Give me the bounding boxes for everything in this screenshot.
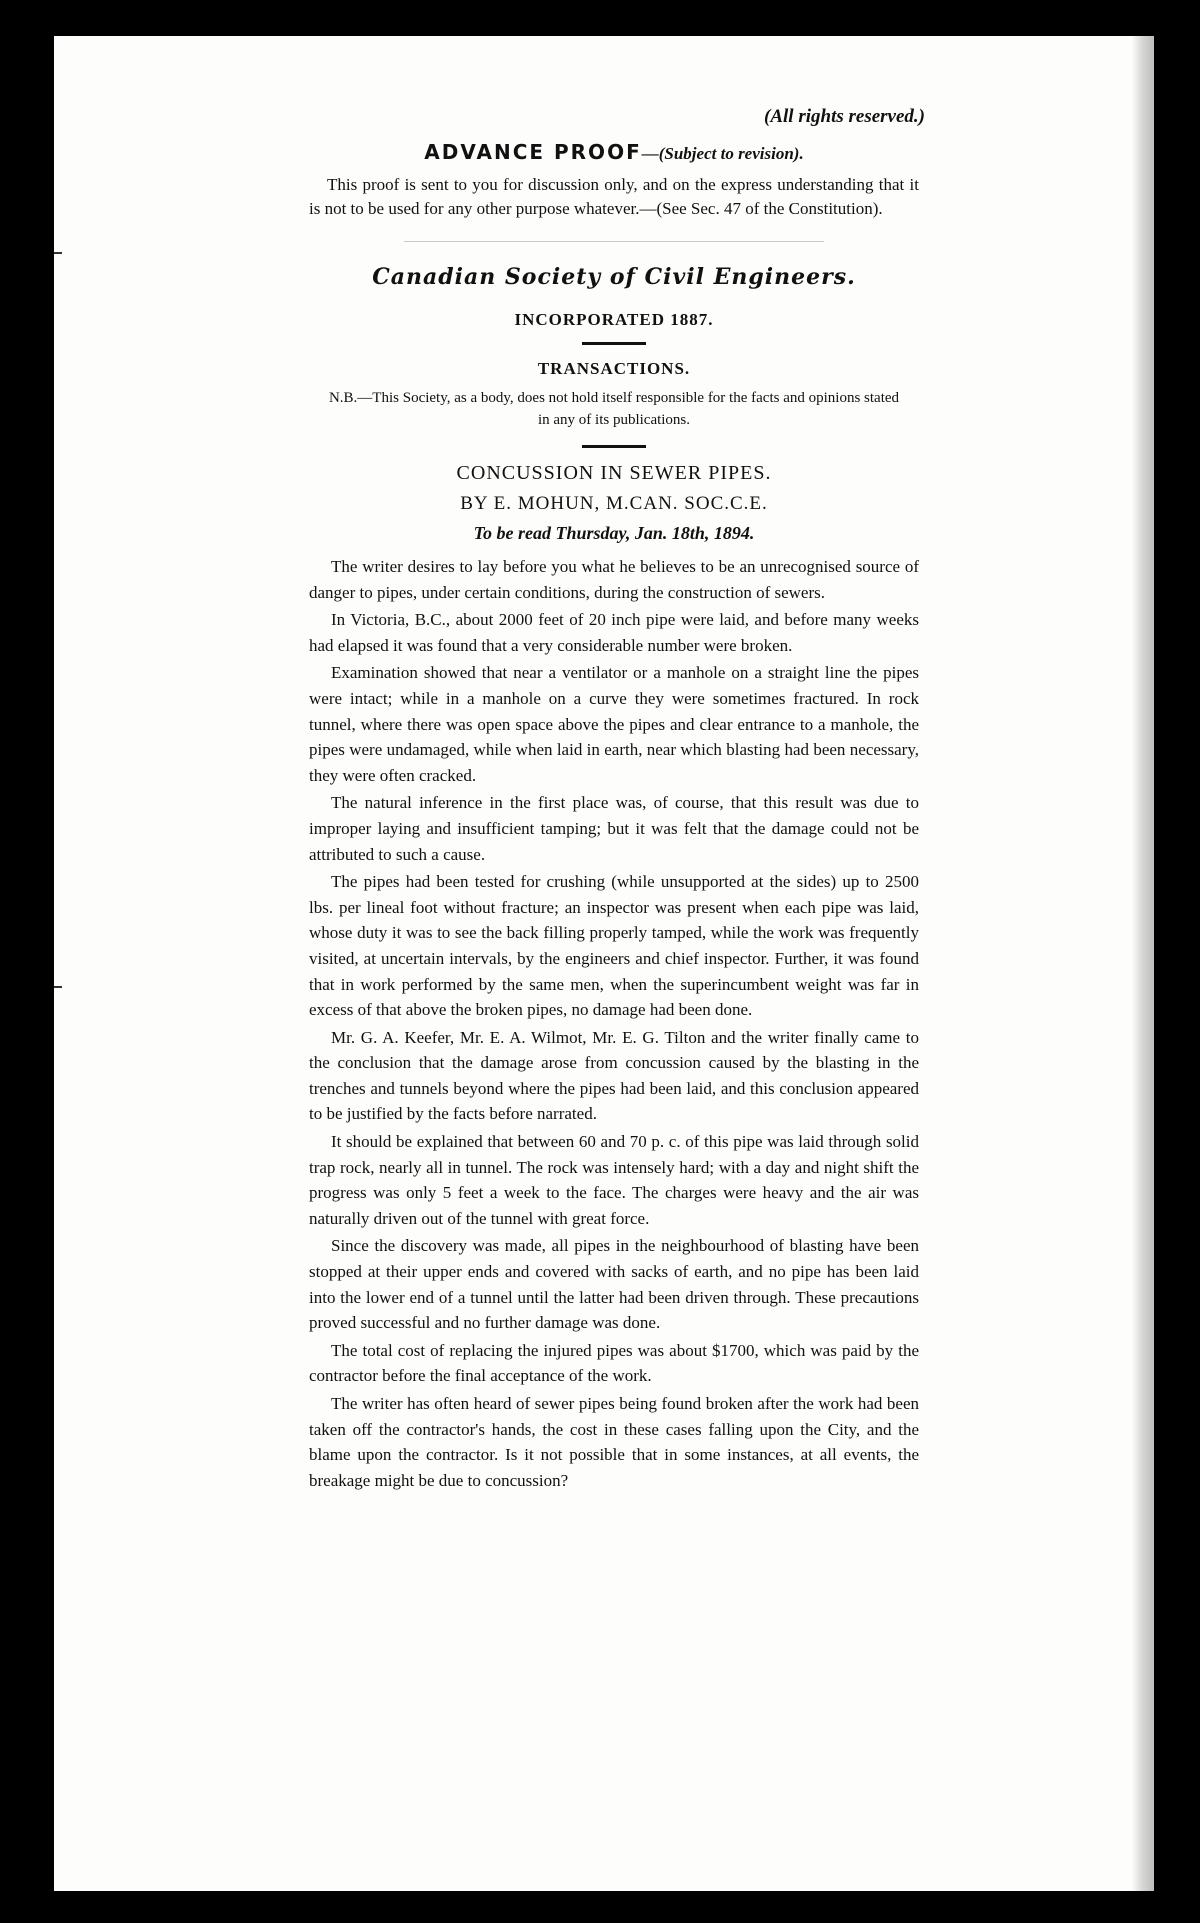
margin-mark	[54, 252, 62, 254]
society-name: Canadian Society of Civil Engineers.	[372, 264, 856, 290]
disclaimer: N.B.—This Society, as a body, does not hold itself responsible for the facts and opinions stated in any of its publications.	[328, 390, 900, 428]
body-paragraph: The writer desires to lay before you what he believes to be an unrecognised source of danger to pipes, under certain conditions, during the construction of sewers.	[309, 557, 919, 602]
body-paragraph: Examination showed that near a ventilator or a manhole on a straight line the pipes were intact; while in a manhole on a curve they were sometimes fractured. In rock tunnel, where there was open space above the pipes and clear entrance to a manhole, the pipes were undamaged, while when laid in earth, near which blasting had been necessary, they were often cracked.	[309, 663, 919, 785]
advance-proof-heading	[309, 140, 919, 165]
proof-notice: This proof is sent to you for discussion only, and on the express understanding that it is not to be used for any other purpose whatever.—(See Sec. 47 of the Constitution).	[309, 175, 919, 218]
proof-subtitle: —(Subject to revision).	[641, 144, 804, 163]
section-heading: TRANSACTIONS.	[537, 359, 691, 378]
page-edge-shadow	[1132, 36, 1154, 1891]
document-page	[54, 36, 1154, 1891]
document-content	[309, 106, 925, 1495]
margin-mark	[54, 986, 62, 988]
rights-notice: (All rights reserved.)	[764, 106, 925, 127]
body-paragraph: Since the discovery was made, all pipes in the neighbourhood of blasting have been stopped at their upper ends and covered with sacks of earth, and no pipe has been laid into the lower end of a tunnel until the latter had been driven through. These precautions proved successful and no further damage was done.	[309, 1236, 919, 1333]
body-paragraph: The natural inference in the first place was, of course, that this result was due to improper laying and insufficient tamping; but it was felt that the damage could not be attributed to such a cause.	[309, 793, 919, 864]
read-date: To be read Thursday, Jan. 18th, 1894.	[473, 523, 755, 543]
body-paragraph: In Victoria, B.C., about 2000 feet of 20 inch pipe were laid, and before many weeks had elapsed it was found that a very considerable number were broken.	[309, 610, 919, 655]
paper-author: BY E. MOHUN, M.CAN. SOC.C.E.	[460, 493, 768, 514]
divider	[582, 342, 646, 345]
body-paragraph: Mr. G. A. Keefer, Mr. E. A. Wilmot, Mr. E. G. Tilton and the writer finally came to the conclusion that the damage arose from concussion caused by the blasting in the trenches and tunnels beyond where the pipes had been laid, and this conclusion appeared to be justified by the facts before narrated.	[309, 1027, 919, 1124]
body-paragraph: The writer has often heard of sewer pipes being found broken after the work had been taken off the contractor's hands, the cost in these cases falling upon the City, and the blame upon the contractor. Is it not possible that in some instances, at all events, the breakage might be due to concussion?	[309, 1394, 919, 1490]
paper-body	[309, 554, 919, 1493]
incorporated-line: INCORPORATED 1887.	[514, 310, 714, 329]
proof-title: ADVANCE PROOF	[424, 140, 642, 164]
divider	[404, 241, 824, 242]
body-paragraph: The pipes had been tested for crushing (while unsupported at the sides) up to 2500 lbs. per lineal foot without fracture; an inspector was present when each pipe was laid, whose duty it was to see the back filling properly tamped, while the work was frequently visited, at uncertain intervals, by the engineers and chief inspector. Further, it was found that in work performed by the same men, when the superincumbent weight was far in excess of that above the broken pipes, no damage had been done.	[309, 872, 919, 1020]
divider	[582, 445, 646, 448]
body-paragraph: The total cost of replacing the injured pipes was about $1700, which was paid by the contractor before the final acceptance of the work.	[309, 1340, 919, 1386]
body-paragraph: It should be explained that between 60 and 70 p. c. of this pipe was laid through solid trap rock, nearly all in tunnel. The rock was intensely hard; with a day and night shift the progress was only 5 feet a week to the face. The charges were heavy and the air was naturally driven out of the tunnel with great force.	[309, 1132, 919, 1228]
paper-title: CONCUSSION IN SEWER PIPES.	[456, 462, 772, 484]
